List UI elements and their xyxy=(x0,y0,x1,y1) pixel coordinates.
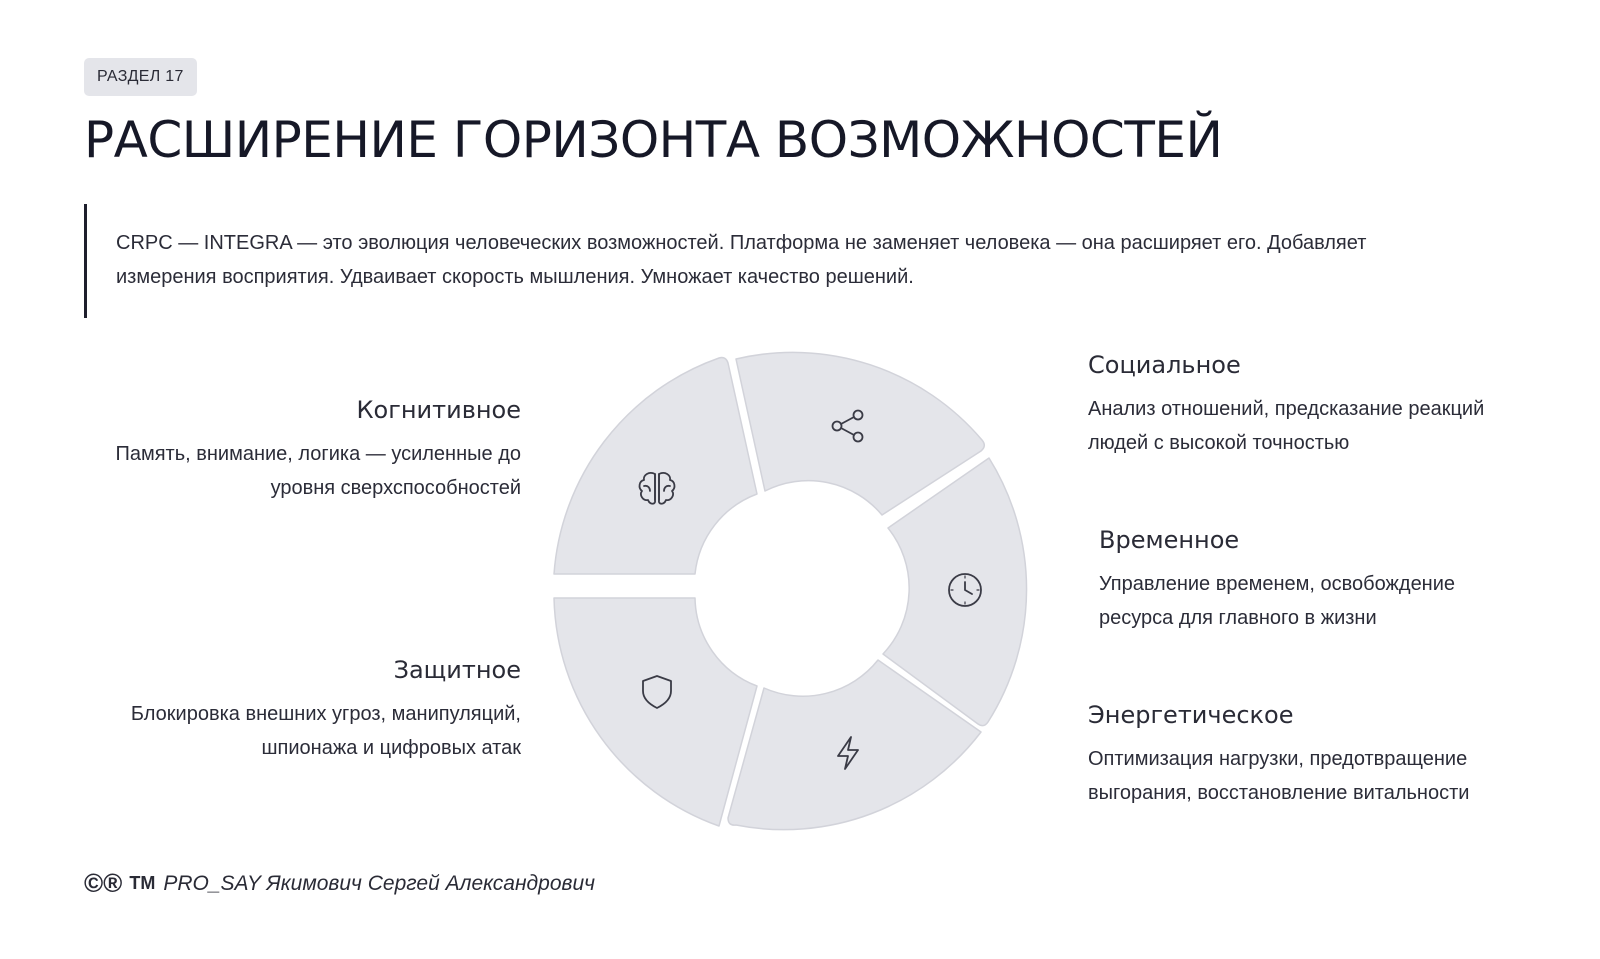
item-protective-desc: Блокировка внешних угроз, манипуляций, шпионажа и цифровых атак xyxy=(130,703,521,759)
footer-author: PRO_SAY Якимович Сергей Александрович xyxy=(163,871,596,895)
item-social-title: Социальное xyxy=(1088,351,1241,379)
copyright-symbols: ©® xyxy=(84,868,123,898)
section-badge: РАЗДЕЛ 17 xyxy=(84,58,197,96)
item-energy-desc: Оптимизация нагрузки, предотвращение выгорания, восстановление витальности xyxy=(1088,748,1470,804)
footer-copyright xyxy=(84,868,595,899)
item-protective xyxy=(81,653,521,765)
intro-quote xyxy=(84,204,1444,318)
item-temporal-desc: Управление временем, освобождение ресурса для главного в жизни xyxy=(1099,573,1456,629)
item-temporal xyxy=(1099,523,1519,635)
item-cognitive-desc: Память, внимание, логика — усиленные до уровня сверхспособностей xyxy=(115,443,521,499)
page-title: РАСШИРЕНИЕ ГОРИЗОНТА ВОЗМОЖНОСТЕЙ xyxy=(84,111,1223,169)
item-cognitive xyxy=(81,393,521,505)
item-cognitive-title: Когнитивное xyxy=(356,396,521,424)
segment-protective xyxy=(554,598,757,826)
capabilities-wheel xyxy=(550,340,1054,844)
item-temporal-title: Временное xyxy=(1099,526,1240,554)
segment-cognitive xyxy=(554,358,757,574)
item-protective-title: Защитное xyxy=(393,656,521,684)
item-social-desc: Анализ отношений, предсказание реакций людей с высокой точностью xyxy=(1088,398,1485,454)
trademark-symbol: TM xyxy=(129,873,156,893)
item-energy-title: Энергетическое xyxy=(1088,701,1294,729)
item-social xyxy=(1088,348,1528,460)
intro-text: CRPC — INTEGRA — это эволюция человеческих возможностей. Платформа не заменяет человека — она расширяет его. Добавляет измерения восприятия. Удваивает скорость мышления. Умножает качество решений. xyxy=(116,232,1367,288)
item-energy xyxy=(1088,698,1528,810)
